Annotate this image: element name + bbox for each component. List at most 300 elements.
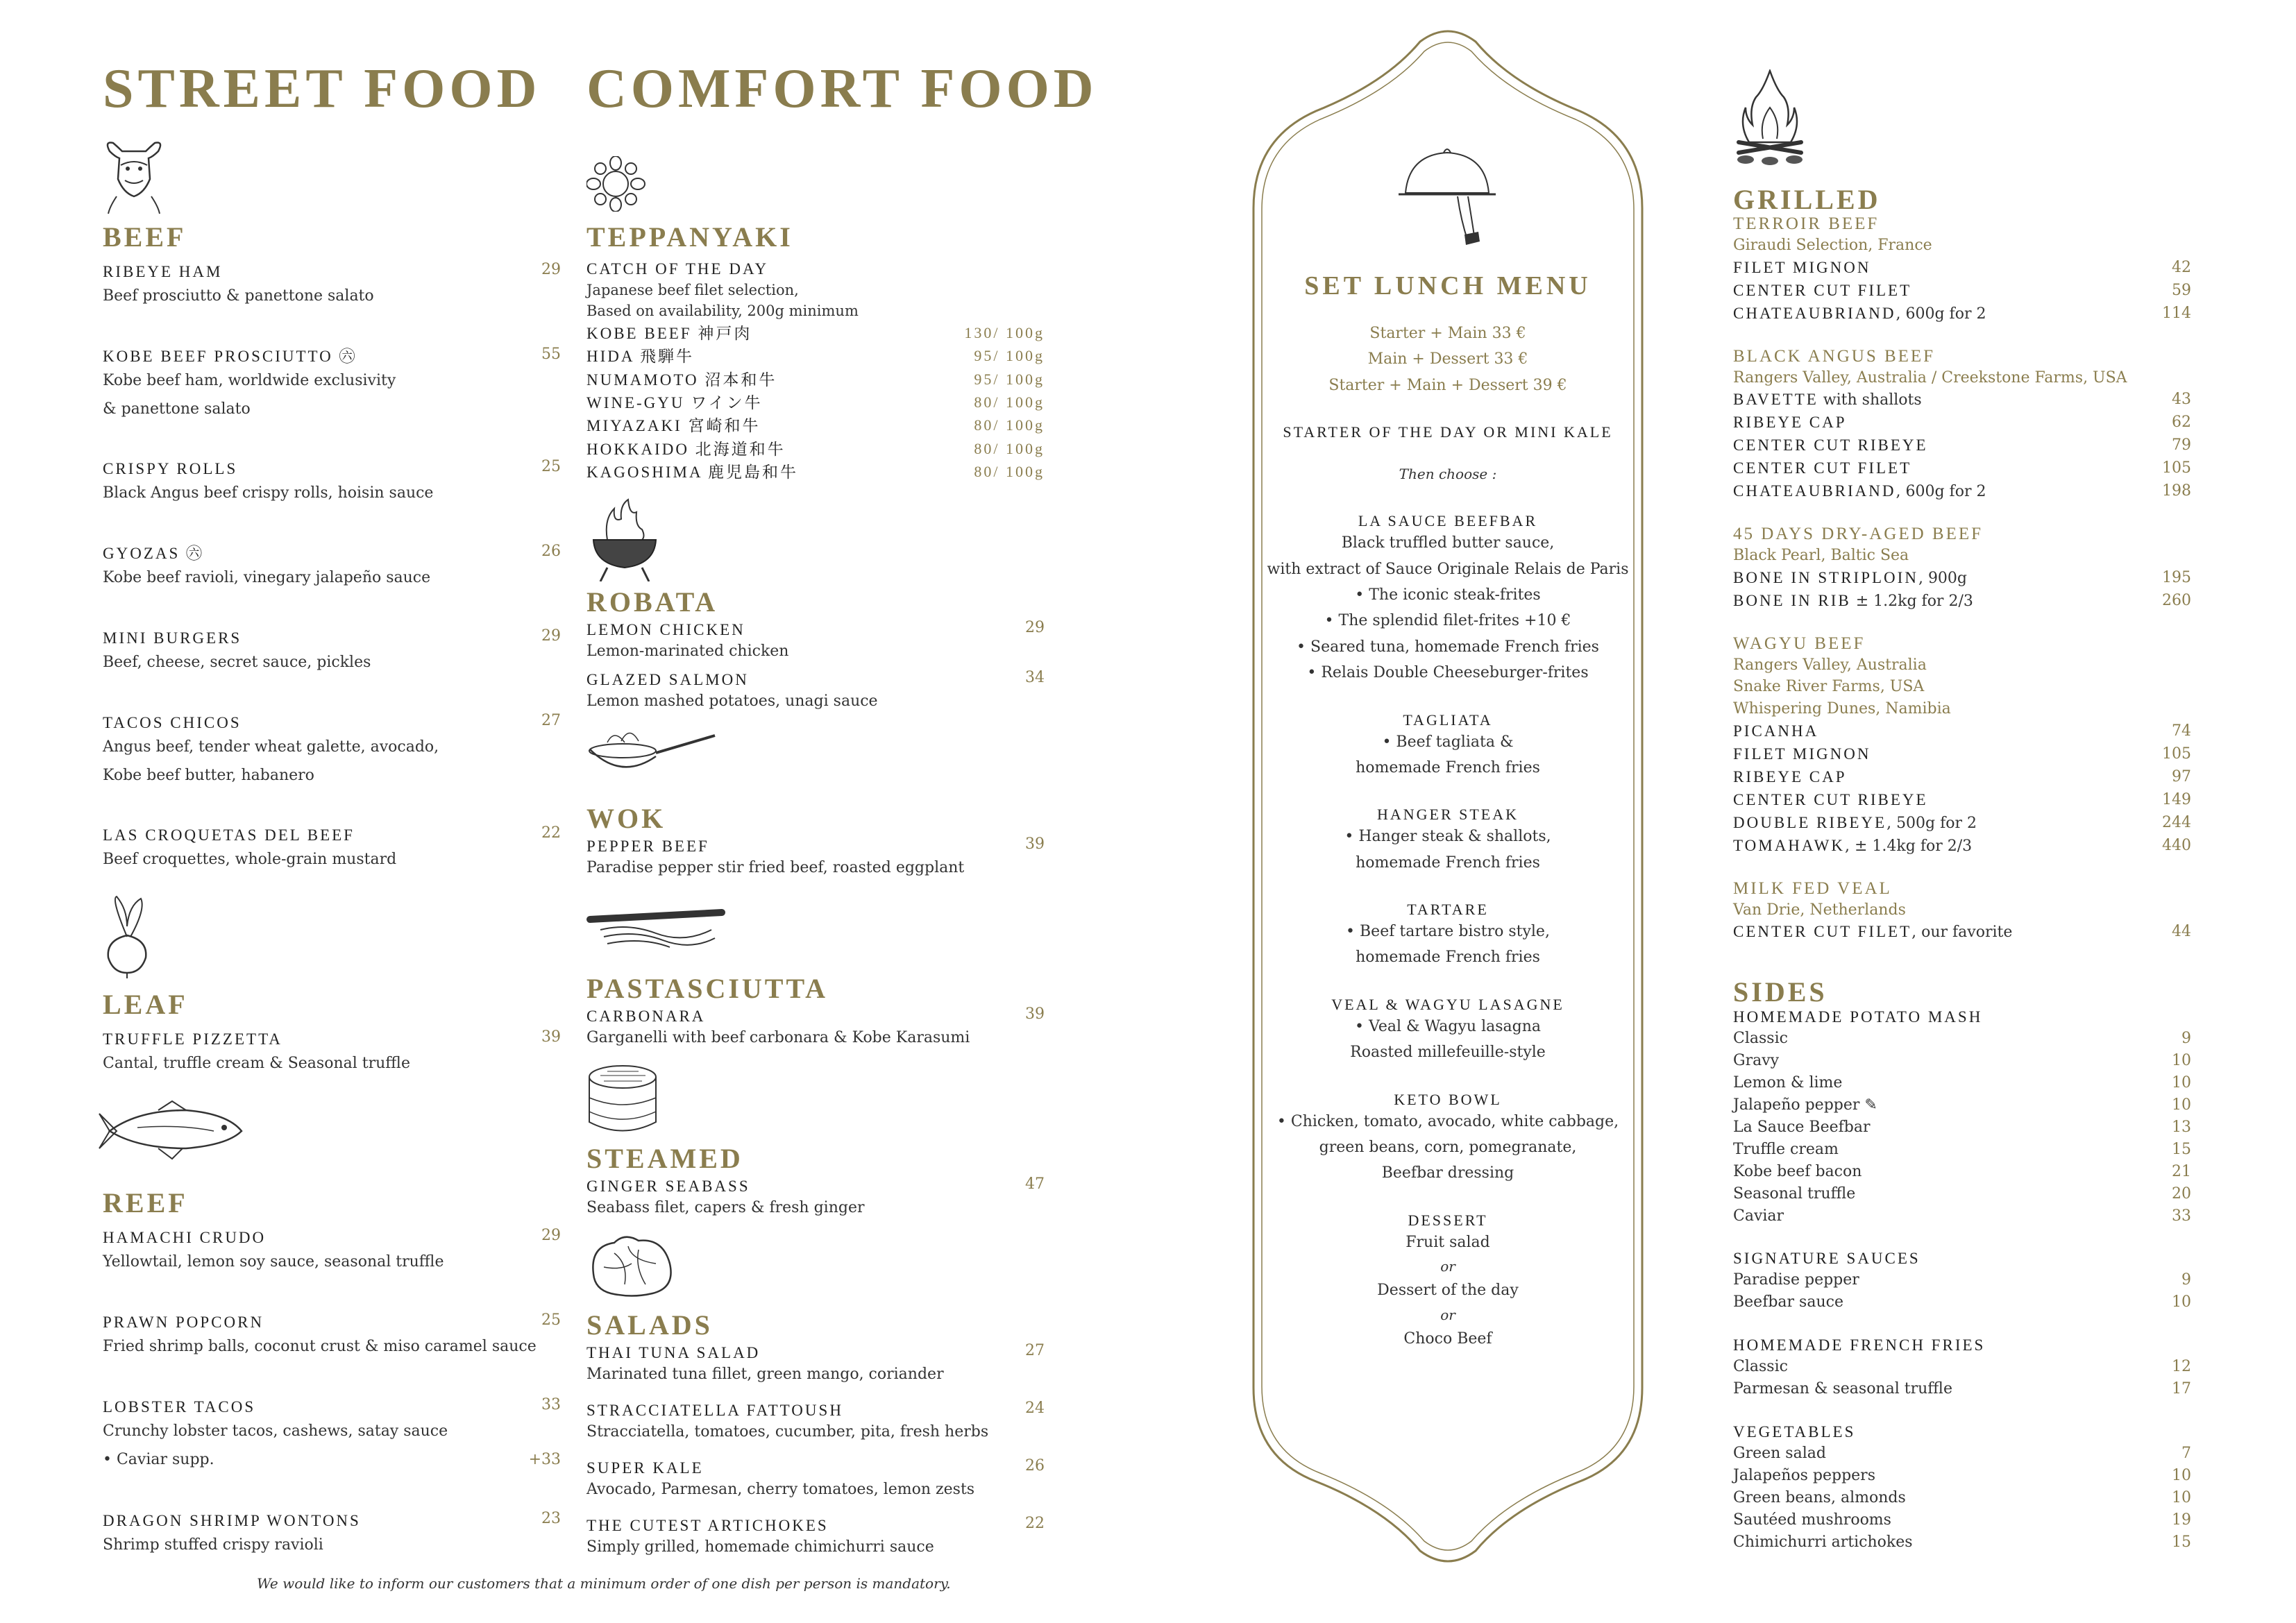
item-name: BAVETTE [1733,391,1818,409]
item-desc: Lemon mashed potatoes, unagi sauce [586,692,878,711]
side-item [1733,1161,2191,1183]
item-price: 80/ 100g [974,462,1045,480]
side-price: 33 [2172,1207,2191,1225]
menu-item [103,1510,561,1560]
item-price: 74 [2172,722,2191,740]
menu-item [1733,303,2191,325]
item-desc: Lemon-marinated chicken [586,643,789,661]
street-food-title: STREET FOOD [103,58,541,119]
menu-item [103,824,561,880]
menu-item [1733,389,2191,411]
menu-item [586,1342,1045,1400]
salads-section-title: SALADS [586,1309,713,1341]
comfort-food-title: COMFORT FOOD [586,58,1098,119]
steamer-basket-icon [586,1063,659,1139]
menu-item [586,368,1045,391]
menu-item [103,1311,561,1396]
set-lunch-menu [1233,271,1663,1352]
pastasciutta-section [586,975,1045,1049]
item-price: 39 [541,1028,561,1046]
item-name: BONE IN STRIPLOIN [1733,568,1918,586]
side-name: Jalapeño pepper ✎ [1733,1096,1877,1114]
salads-section [586,1311,1045,1558]
side-name: Beefbar sauce [1733,1293,1843,1311]
catch-of-day: CATCH OF THE DAY [586,260,769,278]
item-name: LAS CROQUETAS DEL BEEF [103,826,355,844]
formula: Starter + Main 33 € [1369,325,1526,342]
lunch-line: homemade French fries [1356,853,1540,872]
side-name: Kobe beef bacon [1733,1162,1862,1180]
side-name: Seasonal truffle [1733,1184,1856,1203]
beetroot-icon [103,895,151,978]
menu-item [586,1400,1045,1457]
item-price: 47 [1025,1175,1045,1193]
menu-item [1733,434,2191,457]
item-name: GLAZED SALMON [586,671,749,688]
item-price: 59 [2172,281,2191,299]
item-price: 55 [541,346,561,363]
item-price: 27 [1025,1342,1045,1359]
item-name: NUMAMOTO 沼本和牛 [586,371,777,389]
item-name: LOBSTER TACOS [103,1398,256,1416]
lunch-block-head: LA SAUCE BEEFBAR [1358,512,1538,530]
dessert-or: or [1440,1306,1455,1323]
item-desc: Yellowtail, lemon soy sauce, seasonal truffle [103,1253,444,1271]
menu-item [103,458,561,543]
menu-item [103,712,561,824]
side-name: La Sauce Beefbar [1733,1118,1871,1136]
item-desc: Seabass filet, capers & fresh ginger [586,1199,865,1217]
menu-item [1733,457,2191,480]
side-item [1733,1465,2191,1487]
group-title: BLACK ANGUS BEEF [1733,346,1936,366]
side-name: Sautéed mushrooms [1733,1511,1891,1529]
sides-group [1733,1006,2191,1227]
wok-section-title: WOK [586,803,666,834]
menu-item [1733,720,2191,743]
menu-item [586,322,1045,345]
menu-item [1733,590,2191,613]
item-name: HOKKAIDO 北海道和牛 [586,440,786,458]
teppanyaki-section [586,223,1045,484]
side-name: Green salad [1733,1445,1826,1463]
item-name: MIYAZAKI 宮崎和牛 [586,417,761,435]
item-name: CENTER CUT FILET [1733,459,1912,477]
leaf-section [103,991,561,1078]
fish-icon [96,1100,248,1162]
lunch-block [1233,806,1663,876]
menu-item [1733,280,2191,303]
side-name: Classic [1733,1030,1788,1048]
menu-item [586,1175,1045,1219]
item-desc: Crunchy lobster tacos, cashews, satay sauce [103,1422,448,1441]
item-price: 79 [2172,436,2191,454]
side-price: 10 [2172,1096,2191,1114]
item-desc: Shrimp stuffed crispy ravioli [103,1536,323,1554]
flower-emblem-icon [586,156,645,212]
group-title: WAGYU BEEF [1733,634,1866,653]
menu-item [103,346,561,458]
side-item [1733,1205,2191,1227]
item-extra: , 600g for 2 [1896,483,1986,501]
lunch-line: Beefbar dressing [1381,1164,1514,1182]
menu-item [103,261,561,346]
item-price: 440 [2162,836,2191,854]
item-price: 29 [541,261,561,278]
side-price: 12 [2172,1358,2191,1376]
grilled-group [1733,214,2191,325]
item-desc: Kobe beef ham, worldwide exclusivity [103,372,396,390]
sides-group [1733,1248,2191,1314]
lunch-block-head: TARTARE [1407,901,1489,919]
item-name: FILET MIGNON [1733,258,1871,276]
side-price: 10 [2172,1074,2191,1092]
side-name: Green beans, almonds [1733,1488,1906,1506]
side-name: Classic [1733,1358,1788,1376]
item-price: 97 [2172,768,2191,786]
lunch-line: • The iconic steak-frites [1355,586,1541,604]
item-price: 95/ 100g [974,370,1045,388]
item-name: THAI TUNA SALAD [586,1344,761,1361]
side-item [1733,1487,2191,1509]
reef-section-title: REEF [103,1187,188,1218]
item-price: 29 [1025,619,1045,636]
dessert-option: Dessert of the day [1377,1282,1519,1300]
item-extra: , our favorite [1911,924,2013,942]
item-name: CENTER CUT RIBEYE [1733,790,1928,808]
set-lunch-title: SET LUNCH MENU [1304,271,1592,300]
dessert-option: Choco Beef [1403,1329,1492,1348]
extra-label: • Caviar supp. [103,1450,214,1468]
group-origin: Van Drie, Netherlands [1733,901,1906,919]
item-name: KOBE BEEF 神戸肉 [586,324,752,342]
item-price: 114 [2162,304,2191,322]
item-price: 105 [2162,745,2191,763]
grilled-title: GRILLED [1733,184,1881,215]
dessert-head: DESSERT [1408,1211,1488,1229]
group-origin: Snake River Farms, USA [1733,678,1925,696]
item-desc: Black Angus beef crispy rolls, hoisin sauce [103,484,434,502]
lunch-line: • Beef tagliata & [1382,733,1514,751]
item-name: LEMON CHICKEN [586,621,745,638]
item-price: 244 [2162,813,2191,831]
teppanyaki-note: Japanese beef filet selection, [586,282,799,299]
item-name: CENTER CUT RIBEYE [1733,436,1928,454]
item-price: 25 [541,458,561,475]
beef-section [103,223,561,880]
item-name: RIBEYE CAP [1733,768,1847,786]
side-item [1733,1139,2191,1161]
item-price: 149 [2162,790,2191,808]
sides-group-title: HOMEMADE FRENCH FRIES [1733,1336,1986,1354]
menu-item [103,1227,561,1311]
steamed-section [586,1145,1045,1219]
lunch-line: green beans, corn, pomegranate, [1319,1139,1577,1157]
lunch-block [1233,711,1663,781]
side-item [1733,1531,2191,1554]
menu-item [103,1396,561,1510]
item-desc: Avocado, Parmesan, cherry tomatoes, lemon zests [586,1481,975,1499]
lunch-line: • Hanger steak & shallots, [1344,828,1551,846]
group-title: 45 DAYS DRY-AGED BEEF [1733,524,1984,543]
menu-item [1733,567,2191,590]
menu-item [103,543,561,627]
item-desc: Kobe beef ravioli, vinegary jalapeño sauce [103,569,431,587]
menu-item [1733,921,2191,944]
side-price: 15 [2172,1140,2191,1158]
item-price: 29 [541,1227,561,1244]
item-price: 80/ 100g [974,393,1045,411]
grilled-group [1733,634,2191,858]
item-name: RIBEYE CAP [1733,414,1847,432]
item-desc: Simply grilled, homemade chimichurri sauce [586,1538,934,1556]
pastasciutta-section-title: PASTASCIUTTA [586,973,829,1004]
item-desc: Beef, cheese, secret sauce, pickles [103,654,371,672]
item-price: 80/ 100g [974,439,1045,457]
item-name: CENTER CUT FILET [1733,281,1912,299]
lunch-block [1233,512,1663,686]
menu-item [586,461,1045,484]
reef-section [103,1189,561,1560]
menu-item [1733,480,2191,503]
lunch-line: • Beef tartare bistro style, [1346,923,1550,941]
menu-item [586,1515,1045,1558]
menu-item [1733,812,2191,835]
item-desc: Beef croquettes, whole-grain mustard [103,851,397,869]
item-desc: Kobe beef butter, habanero [103,766,314,784]
cloche-hand-icon [1395,144,1499,248]
teppanyaki-note: Based on availability, 200g minimum [586,303,859,320]
grilled-group [1733,346,2191,503]
side-price: 10 [2172,1293,2191,1311]
menu-item [103,627,561,712]
item-name: TOMAHAWK [1733,836,1846,854]
item-desc: Angus beef, tender wheat galette, avocado, [103,738,439,756]
item-name: HIDA 飛騨牛 [586,348,694,366]
menu-item [586,835,1045,879]
side-price: 13 [2172,1118,2191,1136]
grill-flame-icon [586,498,663,581]
lunch-block-head: TAGLIATA [1403,711,1493,729]
campfire-icon [1735,69,1805,167]
side-name: Parmesan & seasonal truffle [1733,1380,1952,1398]
item-name: MINI BURGERS [103,629,242,647]
item-price: 27 [541,712,561,729]
item-name: CARBONARA [586,1008,706,1025]
item-price: 62 [2172,414,2191,432]
item-desc: Garganelli with beef carbonara & Kobe Karasumi [586,1029,970,1047]
leaf-section-title: LEAF [103,989,188,1020]
beef-section-title: BEEF [103,221,187,253]
item-name: PRAWN POPCORN [103,1314,264,1331]
side-price: 17 [2172,1380,2191,1398]
menu-item [586,438,1045,461]
lunch-line: • Seared tuna, homemade French fries [1297,638,1599,656]
side-price: 7 [2181,1445,2191,1463]
menu-item [1733,789,2191,812]
side-item [1733,1356,2191,1378]
dessert-block [1233,1212,1663,1352]
item-price: 95/ 100g [974,347,1045,365]
item-price: 130/ 100g [964,323,1045,341]
item-name: GYOZAS ㊅ [103,545,205,562]
menu-item [586,1005,1045,1049]
lunch-line: • Chicken, tomato, avocado, white cabbage, [1276,1112,1619,1130]
menu-item [1733,411,2191,434]
menu-item [1733,766,2191,789]
side-price: 9 [2181,1271,2191,1289]
lunch-line: • Veal & Wagyu lasagna [1355,1017,1541,1035]
lunch-line: • The splendid filet-frites +10 € [1324,612,1571,630]
item-name: PEPPER BEEF [586,838,709,855]
side-name: Lemon & lime [1733,1074,1843,1092]
lunch-line: • Relais Double Cheeseburger-frites [1307,664,1589,682]
item-name: HAMACHI CRUDO [103,1229,267,1246]
item-price: 198 [2162,482,2191,500]
teppanyaki-section-title: TEPPANYAKI [586,221,793,253]
lunch-line: homemade French fries [1356,949,1540,967]
item-price: 195 [2162,568,2191,586]
menu-item [586,1457,1045,1515]
item-name: KOBE BEEF PROSCIUTTO ㊅ [103,348,357,365]
side-price: 9 [2181,1030,2191,1048]
item-name: CHATEAUBRIAND [1733,304,1896,322]
item-extra: ± 1.2kg for 2/3 [1850,592,1973,610]
menu-item [1733,835,2191,858]
group-title: MILK FED VEAL [1733,878,1892,898]
menu-item [1733,257,2191,280]
side-price: 10 [2172,1052,2191,1070]
item-price: 34 [1025,669,1045,686]
dessert-or: or [1440,1258,1455,1275]
sides-group [1733,1334,2191,1400]
side-item [1733,1509,2191,1531]
side-item [1733,1269,2191,1291]
wok-section [586,805,1045,879]
wok-icon [586,722,718,784]
item-name: THE CUTEST ARTICHOKES [586,1517,829,1534]
item-price: 260 [2162,591,2191,609]
item-desc: Paradise pepper stir fried beef, roasted eggplant [586,859,965,877]
lunch-block [1233,996,1663,1066]
item-name: CHATEAUBRIAND [1733,482,1896,500]
item-extra: , 500g for 2 [1886,814,1977,832]
group-origin: Black Pearl, Baltic Sea [1733,546,1909,564]
robata-section [586,588,1045,713]
menu-item [103,1028,561,1078]
item-price: 22 [541,824,561,842]
group-origin: Rangers Valley, Australia [1733,656,1927,674]
item-desc: Fried shrimp balls, coconut crust & miso caramel sauce [103,1338,537,1356]
sides-title: SIDES [1733,976,1827,1008]
item-desc: Beef prosciutto & panettone salato [103,287,374,305]
sides-group [1733,1421,2191,1554]
side-price: 20 [2172,1184,2191,1203]
item-name: BONE IN RIB [1733,591,1851,609]
side-name: Chimichurri artichokes [1733,1533,1913,1551]
lunch-block-head: VEAL & WAGYU LASAGNE [1331,995,1564,1013]
item-extra [103,1446,561,1475]
item-price: 23 [541,1510,561,1527]
item-desc: Marinated tuna fillet, green mango, coriander [586,1366,944,1384]
lunch-line: Black truffled butter sauce, [1341,534,1555,552]
side-name: Paradise pepper [1733,1271,1859,1289]
starter-line: STARTER OF THE DAY OR MINI KALE [1283,423,1613,441]
item-price: 80/ 100g [974,416,1045,434]
item-price: 26 [1025,1457,1045,1475]
side-name: Caviar [1733,1207,1784,1225]
dessert-option: Fruit salad [1406,1233,1490,1251]
item-price: 39 [1025,835,1045,853]
side-name: Gravy [1733,1052,1780,1070]
side-name: Truffle cream [1733,1140,1839,1158]
group-origin: Giraudi Selection, France [1733,237,1932,254]
item-price: 43 [2172,391,2191,409]
minimum-order-note: We would like to inform our customers that a minimum order of one dish per person is mandatory. [257,1575,951,1592]
side-price: 15 [2172,1533,2191,1551]
menu-item [586,345,1045,368]
item-name: RIBEYE HAM [103,263,223,280]
item-price: 29 [541,627,561,645]
lunch-block-head: HANGER STEAK [1376,806,1519,824]
side-item [1733,1028,2191,1050]
item-desc: & panettone salato [103,400,251,418]
item-name: CRISPY ROLLS [103,460,238,477]
item-desc: Stracciatella, tomatoes, cucumber, pita, fresh herbs [586,1423,989,1441]
menu-item [586,619,1045,669]
item-name: CENTER CUT FILET [1733,923,1912,941]
sides-group-title: SIGNATURE SAUCES [1733,1250,1921,1268]
item-extra: , ± 1.4kg for 2/3 [1845,837,1973,855]
side-item [1733,1378,2191,1400]
cabbage-icon [586,1232,677,1298]
item-extra: , 900g [1918,569,1968,587]
side-item [1733,1291,2191,1314]
menu-item [586,414,1045,437]
formula: Starter + Main + Dessert 39 € [1328,376,1567,394]
menu-item [586,669,1045,713]
side-price: 21 [2172,1162,2191,1180]
lunch-block [1233,901,1663,971]
item-name: PICANHA [1733,722,1819,740]
item-price: 33 [541,1396,561,1413]
robata-section-title: ROBATA [586,586,718,618]
item-extra: , 600g for 2 [1896,305,1986,323]
side-item [1733,1116,2191,1139]
side-name: Jalapeños peppers [1733,1467,1875,1485]
group-title: TERROIR BEEF [1733,214,1880,233]
lunch-block [1233,1091,1663,1187]
item-name: TRUFFLE PIZZETTA [103,1030,282,1048]
side-item [1733,1072,2191,1094]
item-name: DOUBLE RIBEYE [1733,813,1887,831]
group-origin: Rangers Valley, Australia / Creekstone Farms, USA [1733,368,2127,386]
lunch-line: Roasted millefeuille-style [1350,1044,1546,1062]
side-price: 10 [2172,1467,2191,1485]
item-name: DRAGON SHRIMP WONTONS [103,1512,361,1529]
item-price: 44 [2172,923,2191,941]
item-name: STRACCIATELLA FATTOUSH [586,1402,843,1419]
item-price: 25 [541,1311,561,1329]
menu-item [1733,743,2191,766]
side-item [1733,1050,2191,1072]
item-name: WINE-GYU ワイン牛 [586,393,763,411]
group-origin: Whispering Dunes, Namibia [1733,700,1951,718]
item-price: 22 [1025,1515,1045,1532]
grilled-group [1733,524,2191,613]
side-item [1733,1094,2191,1116]
side-item [1733,1183,2191,1205]
